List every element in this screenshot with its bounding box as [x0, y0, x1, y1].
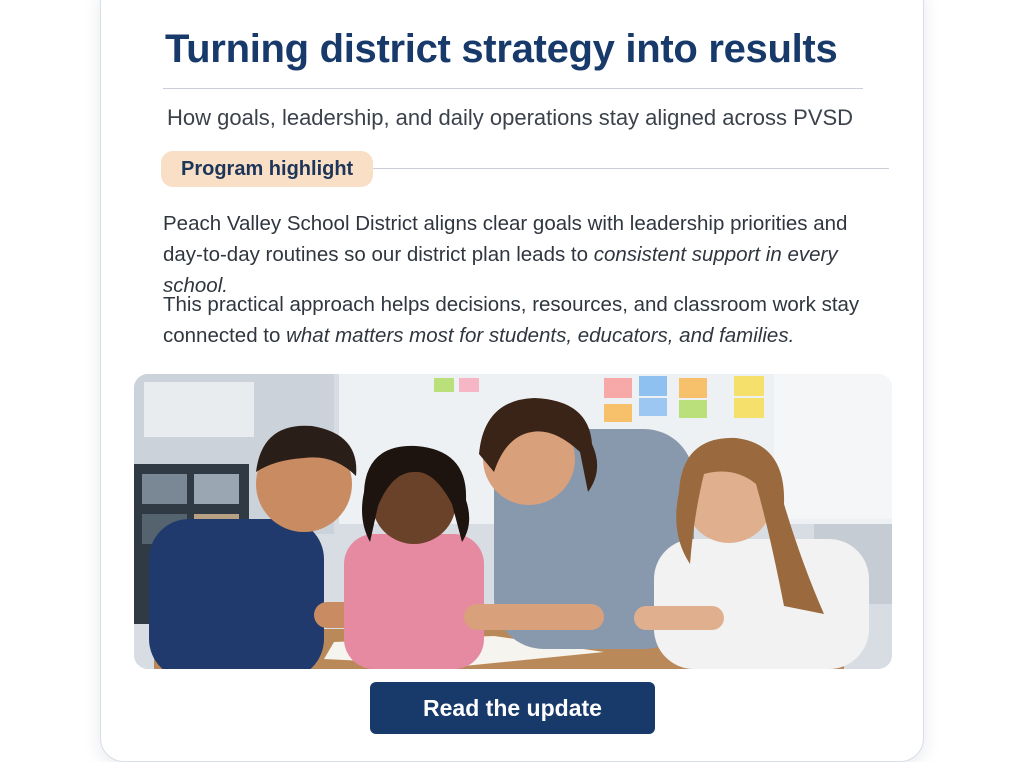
classroom-illustration [134, 374, 892, 669]
classroom-photo [134, 374, 892, 669]
body-paragraph-2 [163, 289, 883, 351]
article-subtitle: How goals, leadership, and daily operations stay aligned across PVSD [167, 105, 854, 130]
body-paragraph-1 [163, 208, 883, 301]
paragraph-1-text: Peach Valley School District aligns clear goals with leadership priorities and day-to-day routines so our district plan leads to [163, 212, 848, 266]
paragraph-2-emphasis: what matters most for students, educators, and families. [286, 324, 795, 347]
article-title: Turning district strategy into results [165, 27, 838, 71]
read-update-button[interactable]: Read the update [370, 682, 655, 734]
title-divider [163, 88, 863, 89]
highlight-row [161, 151, 889, 189]
paragraph-1-emphasis: consistent support in every school. [163, 243, 838, 297]
program-highlight-badge: Program highlight [161, 151, 373, 187]
article-card [100, 0, 924, 762]
paragraph-2-text: This practical approach helps decisions, resources, and classroom work stay connected to [163, 293, 860, 347]
